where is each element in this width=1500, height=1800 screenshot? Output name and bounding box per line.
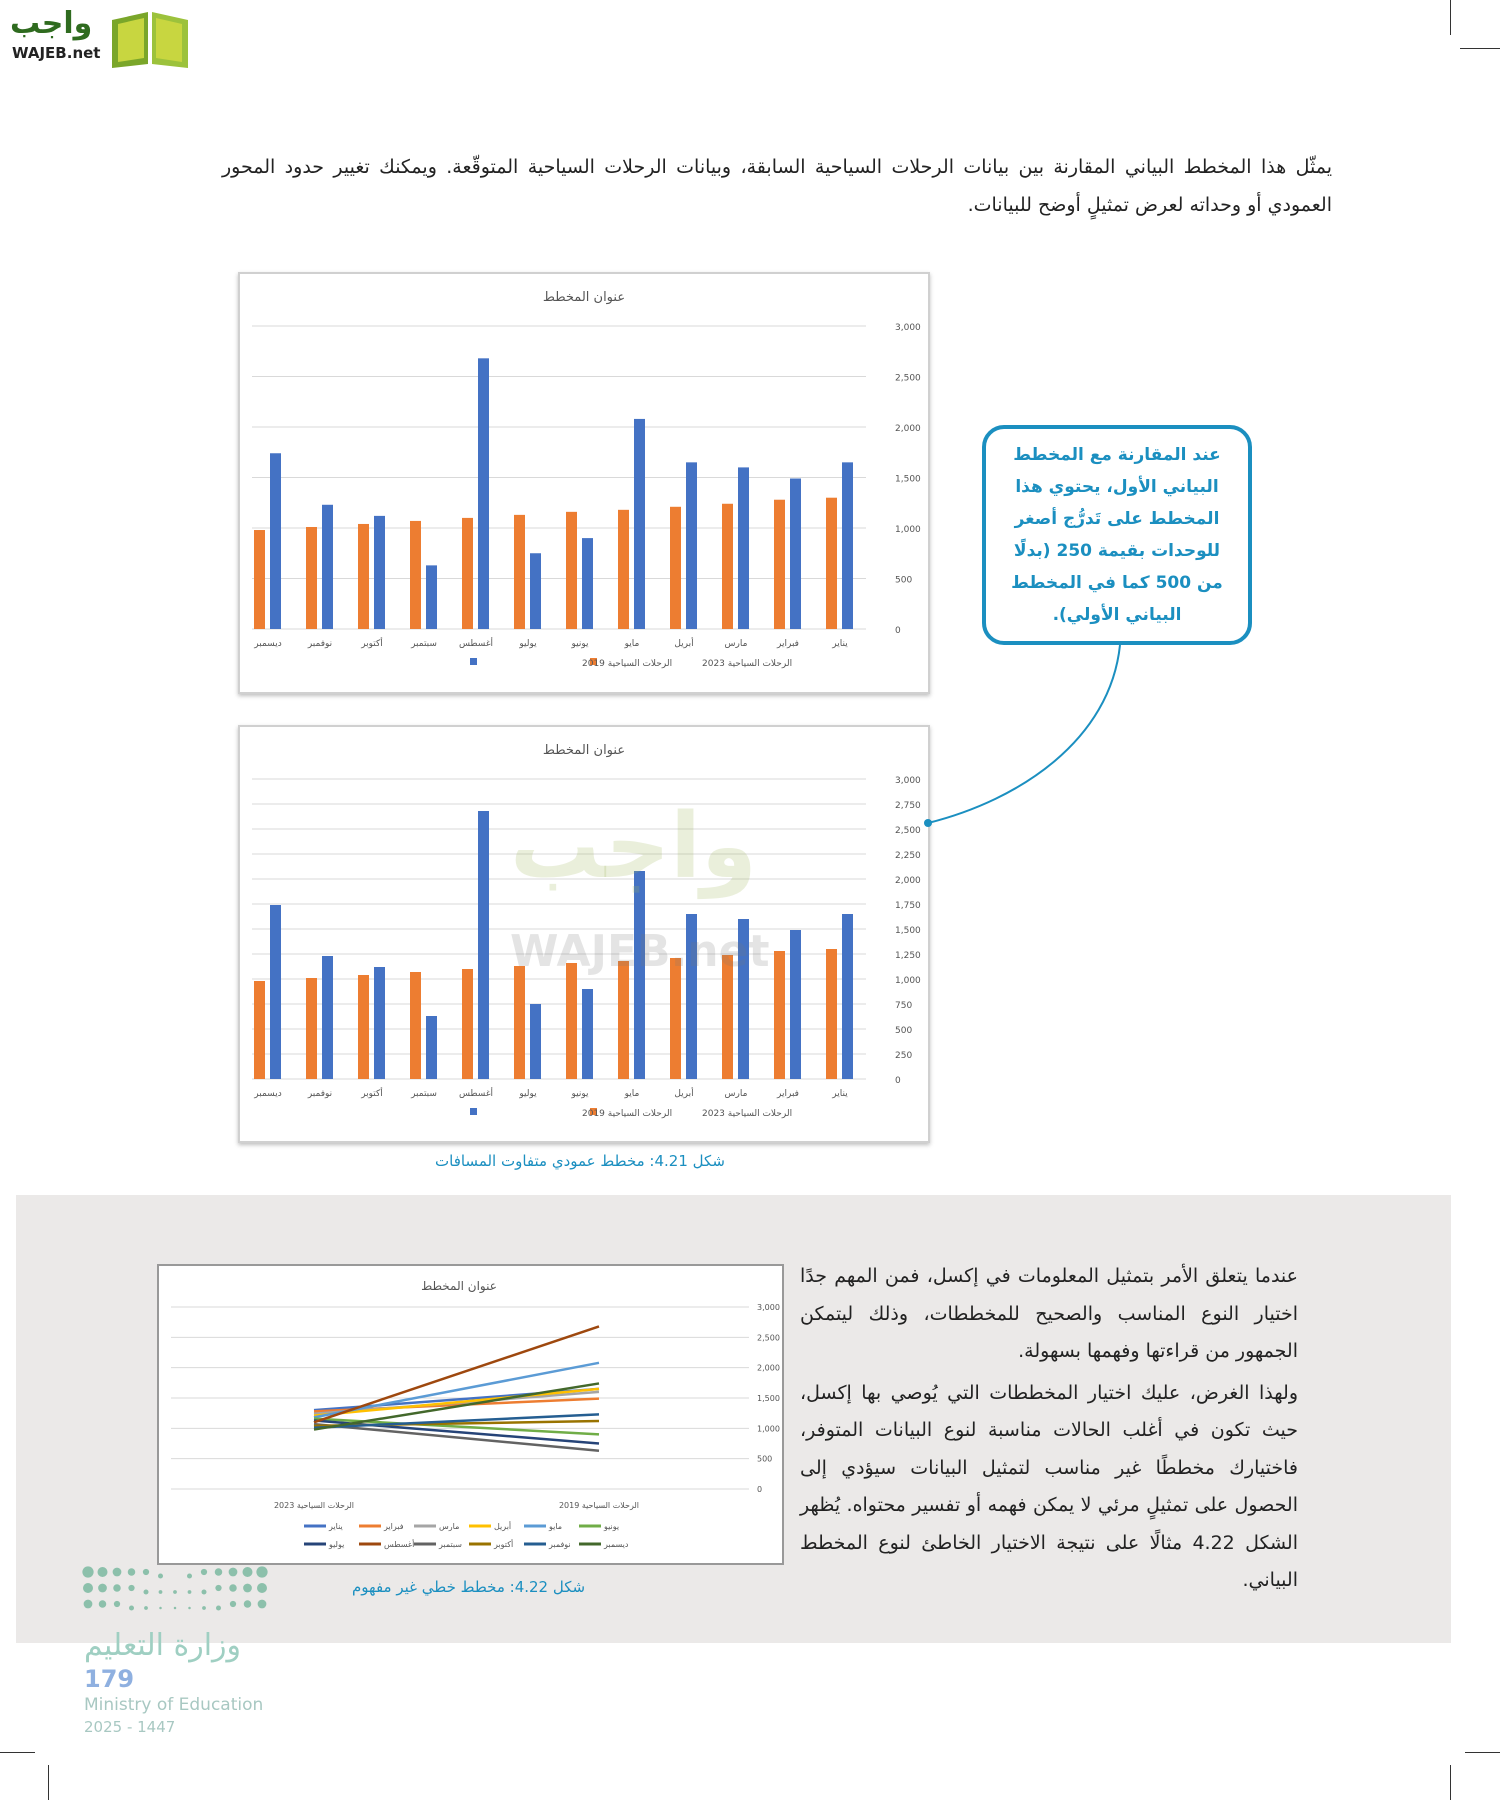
callout-text: عند المقارنة مع المخطط البياني الأول، يحتوي هذا المخطط على تَدرُّج أصغر للوحدات بقيمة 250 (بدلًا من 500 كما في المخطط البياني الأولي). (1011, 445, 1223, 625)
logo-dot (215, 1585, 221, 1591)
legend-swatch-2019 (470, 1108, 477, 1115)
y-tick-label: 750 (895, 1001, 913, 1011)
logo-dot (201, 1569, 207, 1575)
logo-text-ar: واجب (10, 6, 93, 41)
logo-dot (230, 1601, 236, 1607)
y-tick-label: 2,500 (757, 1333, 780, 1343)
logo-dot (159, 1590, 163, 1594)
y-tick-label: 2,000 (757, 1363, 780, 1373)
logo-dot (187, 1574, 192, 1579)
x-tick-label: أغسطس (458, 1089, 494, 1099)
bar-2023 (410, 972, 421, 1079)
bar-2023 (254, 981, 265, 1079)
ministry-dots-logo (80, 1562, 270, 1627)
bar-2023 (774, 500, 785, 629)
logo-dot (84, 1600, 93, 1609)
bar-2019 (426, 1016, 437, 1079)
bar-2023 (306, 527, 317, 629)
x-tick-label: سبتمبر (411, 639, 437, 649)
y-tick-label: 2,000 (895, 424, 921, 434)
logo-dot (143, 1569, 149, 1575)
chart-title: عنوان المخطط (421, 1279, 497, 1293)
bar-2019 (322, 956, 333, 1079)
legend-label: أغسطس (384, 1540, 415, 1549)
bar-2019 (374, 516, 385, 629)
bar-2019 (790, 930, 801, 1079)
x-tick-label: أبريل (674, 639, 694, 649)
bar-2023 (618, 510, 629, 629)
legend-label: أبريل (494, 1522, 512, 1531)
x-tick-label: يونيو (571, 1089, 589, 1099)
bar-2023 (774, 951, 785, 1079)
bar-2023 (514, 966, 525, 1079)
bar-2019 (530, 1004, 541, 1079)
bar-2019 (738, 467, 749, 629)
x-tick-label: ديسمبر (254, 1089, 282, 1099)
logo-dot (98, 1567, 108, 1577)
bar-2023 (722, 504, 733, 629)
bar-2019 (686, 462, 697, 629)
logo-dot (128, 1585, 134, 1591)
x-tick-label: ديسمبر (254, 639, 282, 649)
y-tick-label: 0 (757, 1485, 763, 1494)
bar-2019 (478, 358, 489, 629)
chart-title: عنوان المخطط (542, 743, 626, 758)
crop-mark (0, 1752, 35, 1753)
watermark-ar: واجب (510, 794, 757, 899)
figure-caption-4-22: شكل 4.22: مخطط خطي غير مفهوم (352, 1578, 586, 1596)
crop-mark (1465, 1752, 1500, 1753)
wajeb-logo (8, 6, 198, 68)
bar-2019 (426, 565, 437, 629)
year: 2025 - 1447 (84, 1718, 176, 1736)
crop-mark (1450, 0, 1451, 35)
line-7 (314, 1326, 599, 1422)
y-tick-label: 1,250 (895, 951, 921, 961)
legend-label: مايو (549, 1522, 563, 1531)
logo-dot (256, 1566, 267, 1577)
y-tick-label: 1,000 (895, 525, 921, 535)
logo-dot (173, 1590, 177, 1594)
logo-dot (215, 1568, 223, 1576)
legend-label-2019: الرحلات السياحية 2019 (582, 659, 673, 669)
bar-2019 (634, 419, 645, 629)
logo-dot (144, 1606, 148, 1610)
legend-label: ديسمبر (604, 1540, 629, 1549)
body-paragraph-2: ولهذا الغرض، عليك اختيار المخططات التي يُوصي بها إكسل، حيث تكون في أغلب الحالات مناسبة لنوع البيانات المتوفر، فاختيارك مخططًا غير مناسب لتمثيل البيانات سيؤدي إلى الحصول على تمثيلٍ مرئي لا يمكن فهمه أو تفسير محتواه. يُظهر الشكل 4.22 مثالًا على نتيجة الاختيار الخاطئ لنوع المخطط البياني. (800, 1381, 1298, 1591)
y-tick-label: 2,250 (895, 851, 921, 861)
line-3 (314, 1389, 599, 1416)
legend-label: يوليو (329, 1540, 345, 1549)
logo-dot (202, 1590, 207, 1595)
y-tick-label: 2,750 (895, 801, 921, 811)
bar-2023 (514, 515, 525, 629)
bar-2023 (670, 507, 681, 629)
y-tick-label: 2,500 (895, 826, 921, 836)
y-tick-label: 1,500 (895, 926, 921, 936)
bar-2023 (254, 530, 265, 629)
x-tick-label: يوليو (519, 639, 537, 649)
logo-dot (82, 1566, 93, 1577)
y-tick-label: 500 (757, 1454, 773, 1464)
legend-label: يناير (329, 1522, 343, 1531)
logo-dot (243, 1584, 252, 1593)
logo-dot (144, 1590, 149, 1595)
body-text (800, 1258, 1298, 1600)
bar-2023 (462, 969, 473, 1079)
x-tick-label: مارس (724, 1089, 748, 1099)
logo-dot (129, 1606, 134, 1611)
crop-mark (1460, 48, 1500, 49)
logo-dot (229, 1584, 237, 1592)
logo-dot (202, 1606, 206, 1610)
logo-text-en: WAJEB.net (12, 44, 101, 62)
logo-dot (174, 1607, 177, 1610)
bar-2023 (462, 518, 473, 629)
x-tick-label: أغسطس (458, 639, 494, 649)
x-tick-label: فبراير (777, 639, 799, 649)
y-tick-label: 2,000 (895, 876, 921, 886)
bar-2019 (582, 538, 593, 629)
legend-label: أكتوبر (494, 1540, 514, 1549)
logo-dot (188, 1607, 191, 1610)
x-tick-label: أكتوبر (361, 639, 383, 649)
x-tick-label: مايو (624, 1089, 640, 1099)
logo-dot (243, 1567, 253, 1577)
legend-label: نوفمبر (549, 1540, 571, 1549)
y-tick-label: 3,000 (757, 1303, 780, 1312)
bar-2019 (582, 989, 593, 1079)
intro-paragraph: يمثّل هذا المخطط البياني المقارنة بين بيانات الرحلات السياحية السابقة، وبيانات الرحلات السياحية المتوقّعة. ويمكنك تغيير حدود المحور العمودي أو وحداته لعرض تمثيلٍ أوضح للبيانات. (222, 156, 1332, 216)
bar-2023 (566, 512, 577, 629)
logo-dot (99, 1600, 107, 1608)
x-tick-label: يناير (832, 639, 848, 649)
x-tick-label: نوفمبر (307, 639, 333, 649)
bar-2023 (358, 975, 369, 1079)
bar-2019 (478, 811, 489, 1079)
legend-label: يونيو (604, 1522, 620, 1531)
bar-2019 (374, 967, 385, 1079)
y-tick-label: 1,500 (757, 1394, 780, 1403)
body-paragraph-1: عندما يتعلق الأمر بتمثيل المعلومات في إكسل، فمن المهم جدًا اختيار النوع المناسب والصحيح للمخططات، وذلك ليتمكن الجمهور من قراءتها وفهمها بسهولة. (800, 1265, 1298, 1362)
bar-chart-250 (238, 725, 930, 1143)
line-chart (157, 1264, 784, 1565)
logo-dot (128, 1568, 136, 1576)
bar-2019 (530, 553, 541, 629)
logo-dot (188, 1590, 192, 1594)
bar-2023 (826, 498, 837, 629)
x-tick-label: الرحلات السياحية 2019 (558, 1501, 640, 1510)
bar-2019 (790, 479, 801, 629)
callout-box (982, 425, 1252, 645)
y-tick-label: 3,000 (895, 776, 921, 786)
x-tick-label: فبراير (777, 1089, 799, 1099)
legend-label-2023: الرحلات السياحية 2023 (702, 659, 793, 669)
x-tick-label: سبتمبر (411, 1089, 437, 1099)
bar-2019 (842, 462, 853, 629)
y-tick-label: 0 (895, 1076, 901, 1086)
x-tick-label: أبريل (674, 1089, 694, 1099)
legend-label-2023: الرحلات السياحية 2023 (702, 1109, 793, 1119)
bar-chart-500 (238, 272, 930, 694)
bar-2023 (306, 978, 317, 1079)
x-tick-label: نوفمبر (307, 1089, 333, 1099)
chart-title: عنوان المخطط (542, 290, 626, 305)
y-tick-label: 500 (895, 1026, 913, 1036)
legend-label: سبتمبر (439, 1540, 462, 1549)
bar-2023 (410, 521, 421, 629)
logo-dot (113, 1568, 122, 1577)
y-tick-label: 2,500 (895, 373, 921, 384)
legend-label-2019: الرحلات السياحية 2019 (582, 1109, 673, 1119)
bar-2023 (566, 963, 577, 1079)
logo-dot (244, 1600, 252, 1608)
crop-mark (1450, 1765, 1451, 1800)
logo-dot (98, 1584, 107, 1593)
x-tick-label: أكتوبر (361, 1089, 383, 1099)
x-tick-label: الرحلات السياحية 2023 (273, 1501, 355, 1510)
logo-dot (258, 1600, 267, 1609)
bar-2023 (618, 961, 629, 1079)
x-tick-label: يناير (832, 1089, 848, 1099)
bar-2019 (270, 453, 281, 629)
legend-label: فبراير (384, 1522, 404, 1531)
bar-2023 (358, 524, 369, 629)
logo-dot (83, 1583, 93, 1593)
y-tick-label: 500 (895, 575, 913, 586)
watermark-en: WAJEB.net (510, 926, 770, 977)
logo-dot (229, 1568, 238, 1577)
legend-label: مارس (439, 1522, 460, 1531)
ministry-name-en: Ministry of Education (84, 1695, 264, 1715)
y-tick-label: 3,000 (895, 323, 921, 333)
y-tick-label: 1,500 (895, 474, 921, 485)
book-icon (108, 8, 193, 68)
logo-dot (114, 1601, 120, 1607)
y-tick-label: 1,750 (895, 901, 921, 911)
crop-mark (48, 1765, 49, 1800)
bar-2019 (270, 905, 281, 1079)
bar-2019 (842, 914, 853, 1079)
y-tick-label: 1,000 (757, 1424, 780, 1434)
bar-2019 (322, 505, 333, 629)
y-tick-label: 0 (895, 626, 901, 636)
logo-dot (257, 1583, 267, 1593)
logo-dot (216, 1606, 221, 1611)
logo-dot (159, 1607, 162, 1610)
x-tick-label: يوليو (519, 1089, 537, 1099)
y-tick-label: 250 (895, 1051, 913, 1061)
x-tick-label: مارس (724, 639, 748, 649)
x-tick-label: مايو (624, 639, 640, 649)
figure-caption-4-21: شكل 4.21: مخطط عمودي متفاوت المسافات (435, 1152, 725, 1170)
ministry-name-ar: وزارة التعليم (84, 1628, 242, 1663)
logo-dot (113, 1584, 121, 1592)
page-number: 179 (84, 1665, 135, 1693)
bar-2023 (826, 949, 837, 1079)
legend-swatch-2019 (470, 658, 477, 665)
logo-dot (158, 1574, 163, 1579)
x-tick-label: يونيو (571, 639, 589, 649)
y-tick-label: 1,000 (895, 976, 921, 986)
